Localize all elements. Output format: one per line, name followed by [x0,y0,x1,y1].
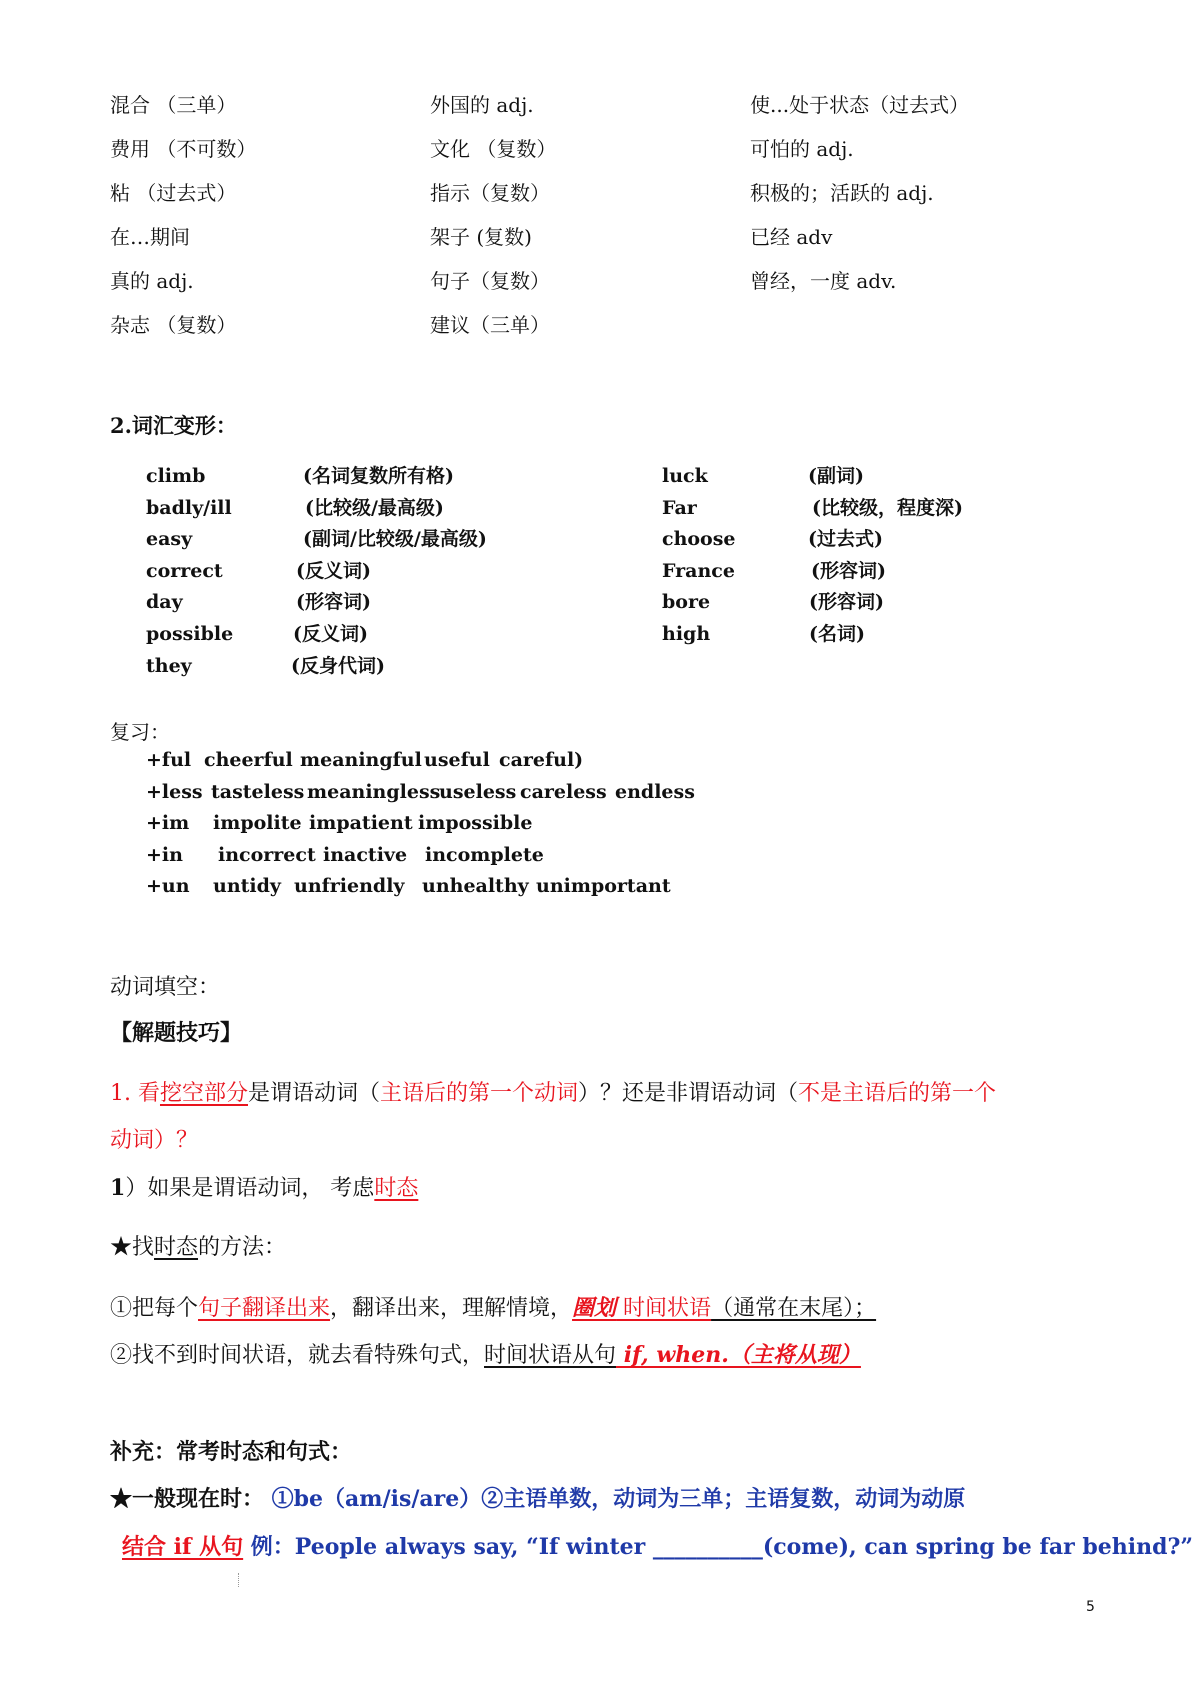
review-row [146,779,846,811]
tip-line-5 [110,1293,876,1324]
example-word: unimportant [536,875,671,898]
example-word: impossible [418,812,533,835]
tips-title: 【解题技巧】 [110,1020,243,1046]
supplement-line-2 [122,1532,1193,1562]
form-hint: (名词) [809,622,865,645]
vocab-cell: 混合 （三单） [110,93,237,117]
tense-label: ★一般现在时： [110,1486,272,1512]
form-hint: (形容词) [811,559,886,582]
form-hint: (比较级/最高级) [305,496,444,519]
example-text: 例：People always say, “If winter [243,1534,653,1560]
answer-blank: __________ [652,1534,763,1560]
tense-rule: ①be（am/is/are）②主语单数，动词为三单；主语复数，动词为动原 [271,1486,966,1512]
example-word: impatient [309,812,413,835]
tip-text: ）如果是谓语动词， 考虑 [125,1176,375,1201]
example-word: meaningless [307,780,441,803]
vocab-cell: 架子 (复数) [430,225,532,249]
tip-number: 1 [110,1175,126,1201]
affix: +in [146,843,183,866]
word-form-row [146,589,1046,621]
review-list [146,747,846,905]
vocab-cell: 指示（复数） [430,181,550,205]
highlight-translate: 句子翻译出来 [198,1296,331,1321]
highlight-if-clause: 结合 if 从句 [122,1534,244,1560]
tip-line-6 [110,1340,861,1371]
supplement-title: 补充：常考时态和句式： [110,1439,353,1465]
word-forms-table [146,463,1046,684]
vocab-cell: 已经 adv [750,225,833,249]
word-form-row [146,653,1046,685]
vocab-cell: 外国的 adj. [430,93,534,117]
cursor-mark [238,1573,240,1587]
review-row [146,810,846,842]
word: France [662,559,735,582]
example-word: cheerful [204,749,293,771]
highlight-tense: 时态 [374,1176,419,1201]
word: bore [662,591,711,614]
affix: +im [146,812,190,835]
tip-number: 1. 看 [110,1081,160,1106]
example-word: careful) [499,749,584,771]
word: they [146,654,192,677]
affix: +un [146,875,190,898]
word-form-row [146,526,1046,558]
vocab-cell: 杂志 （复数） [110,313,237,337]
review-title: 复习： [110,720,170,744]
tip-text: ②找不到时间状语，就去看特殊句式， [110,1343,485,1368]
example-word: careless [520,780,607,803]
review-row [146,842,846,874]
word: choose [662,528,736,551]
example-word: incomplete [425,843,544,866]
tip-line-2: 动词）？ [110,1128,199,1153]
word: climb [146,465,206,487]
vocab-cell: 在…期间 [110,225,190,249]
word: luck [662,465,708,487]
page-number: 5 [1086,1599,1095,1615]
vocab-row [110,136,1070,180]
highlight-circle: 圈划 [572,1295,617,1321]
word: possible [146,622,234,645]
highlight-first-verb: 主语后的第一个动词 [380,1081,579,1106]
tip-text: ）？还是非谓语动词（ [578,1081,799,1106]
highlight-tense: 时态 [154,1235,199,1260]
vocab-cell: 费用 （不可数） [110,137,257,161]
review-row [146,873,846,905]
vocab-cell: 粘 （过去式） [110,181,237,205]
word: correct [146,559,223,582]
form-hint: (比较级，程度深) [812,496,963,519]
word-form-row [146,558,1046,590]
form-hint: (副词/比较级/最高级) [303,528,487,551]
example-word: incorrect [218,843,316,866]
form-hint: (名词复数所有格) [303,465,454,487]
form-hint: (反义词) [293,622,368,645]
vocab-cell: 可怕的 adj. [750,137,854,161]
word-form-row [146,621,1046,653]
tip-text: 是谓语动词（ [248,1081,381,1106]
affix: +less [146,780,203,803]
word: badly/ill [146,496,232,519]
form-hint: (形容词) [809,591,884,614]
word: high [662,622,711,645]
vocab-cell: 句子（复数） [430,269,550,293]
example-word: tasteless [211,780,305,803]
highlight-blank-part: 挖空部分 [159,1081,248,1106]
example-word: meaningful [300,749,422,771]
form-hint: (形容词) [296,591,371,614]
example-word: unhealthy [422,875,529,898]
example-word: untidy [213,875,281,898]
highlight-time-adverbial: 时间状语 [616,1296,712,1321]
tip-text: ★找 [110,1235,155,1260]
tip-text: （通常在末尾）； [711,1296,877,1321]
form-hint: (反身代词) [291,654,385,677]
example-word: endless [615,780,695,803]
vocab-cell: 建议（三单） [430,313,550,337]
word: Far [662,496,697,519]
review-row [146,747,846,779]
example-word: unfriendly [294,875,405,898]
word-form-row [146,463,1046,495]
vocab-grid [110,92,1070,356]
word-form-row [146,495,1046,527]
vocab-cell: 文化 （复数） [430,137,557,161]
example-word: impolite [213,812,302,835]
tip-line-4 [110,1233,286,1263]
vocab-row [110,224,1070,268]
vocab-row [110,268,1070,312]
tip-text: 的方法： [198,1235,287,1260]
vocab-row [110,92,1070,136]
example-word: useless [439,780,517,803]
tip-text: ，翻译出来，理解情境， [330,1296,573,1321]
form-hint: (反义词) [296,559,371,582]
tip-line-1 [110,1079,996,1109]
section-title-word-forms: 2.词汇变形： [110,413,237,438]
supplement-line-1 [110,1484,965,1514]
word: easy [146,528,193,551]
vocab-row [110,180,1070,224]
highlight-if-when: if, when.（主将从现） [616,1342,861,1368]
word: day [146,591,183,614]
example-word: useful [424,749,490,771]
highlight-adverbial-clause: 时间状语从句 [484,1343,617,1368]
form-hint: (副词) [808,465,864,487]
vocab-row [110,312,1070,356]
form-hint: (过去式) [808,528,883,551]
vocab-cell: 积极的；活跃的 adj. [750,181,934,205]
tip-text: ①把每个 [110,1296,199,1321]
tip-line-3 [110,1173,418,1204]
vocab-cell: 使...处于状态（过去式） [750,93,970,117]
vocab-cell [750,312,1070,356]
vocab-cell: 曾经，一度 adv. [750,269,897,293]
highlight-not-first-verb: 不是主语后的第一个 [798,1081,997,1106]
example-text: (come), can spring be far behind?” [762,1534,1194,1560]
verb-section-title: 动词填空： [110,975,221,1000]
affix: +ful [146,749,192,771]
example-word: inactive [323,843,408,866]
vocab-cell: 真的 adj. [110,269,194,293]
